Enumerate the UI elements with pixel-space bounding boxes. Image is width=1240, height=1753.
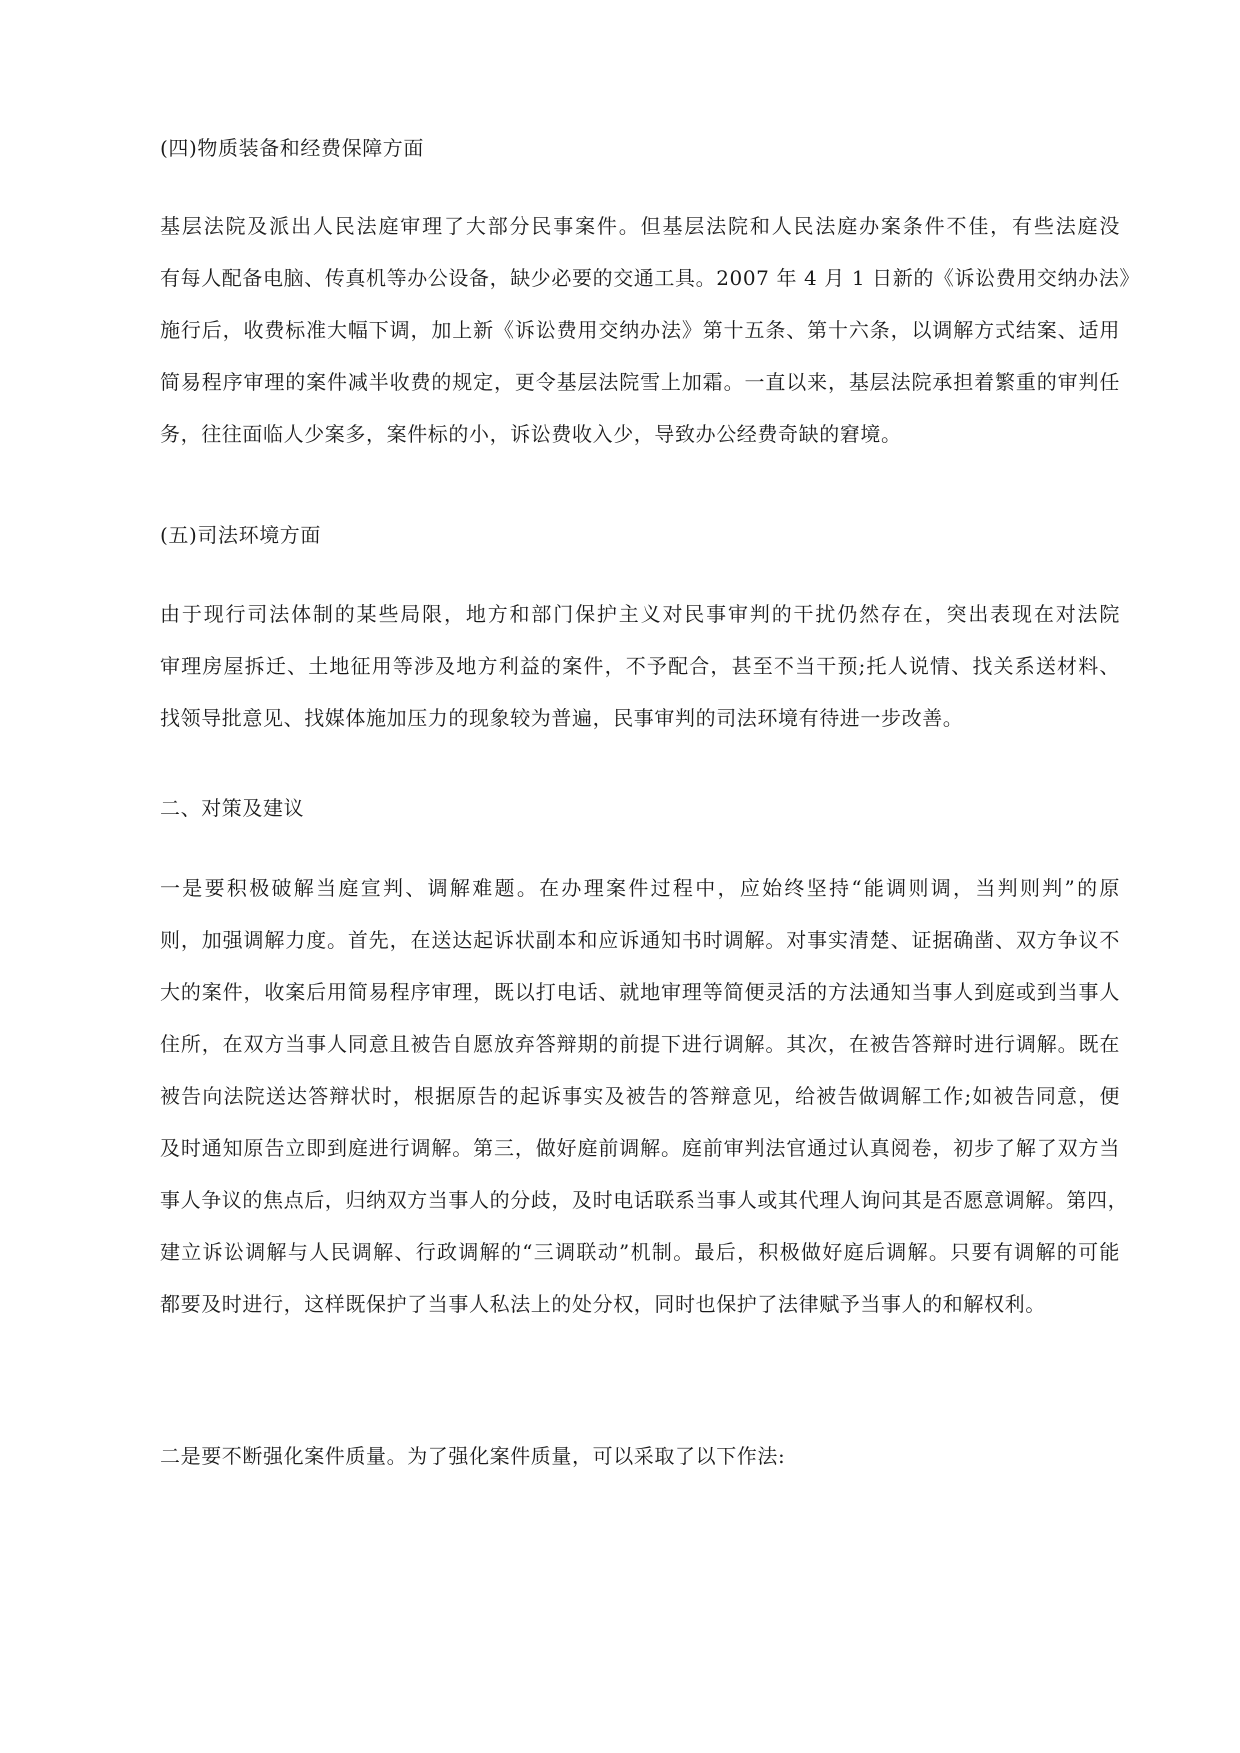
paragraph-line: 则，加强调解力度。首先，在送达起诉状副本和应诉通知书时调解。对事实清楚、证据确凿、双方争议不 — [160, 928, 1120, 952]
paragraph-mediation — [160, 862, 1129, 1330]
paragraph-line: 被告向法院送达答辩状时，根据原告的起诉事实及被告的答辩意见，给被告做调解工作;如被告同意，便 — [160, 1084, 1120, 1108]
paragraph-material-funding — [160, 200, 1140, 460]
section-heading-judicial-environment: (五)司法环境方面 — [160, 523, 322, 547]
paragraph-judicial-environment — [160, 588, 1120, 744]
paragraph-line: 都要及时进行，这样既保护了当事人私法上的处分权，同时也保护了法律赋予当事人的和解权利。 — [160, 1292, 1046, 1316]
paragraph-line: 有每人配备电脑、传真机等办公设备，缺少必要的交通工具。2007 年 4 月 1 日新的《诉讼费用交纳办法》 — [160, 266, 1140, 290]
paragraph-line: 简易程序审理的案件减半收费的规定，更令基层法院雪上加霜。一直以来，基层法院承担着繁重的审判任 — [160, 370, 1120, 394]
paragraph-case-quality — [160, 1430, 1120, 1482]
section-heading-countermeasures: 二、对策及建议 — [160, 796, 305, 820]
paragraph-line: 住所，在双方当事人同意且被告自愿放弃答辩期的前提下进行调解。其次，在被告答辩时进行调解。既在 — [160, 1032, 1120, 1056]
paragraph-line: 基层法院及派出人民法庭审理了大部分民事案件。但基层法院和人民法庭办案条件不佳，有些法庭没 — [160, 214, 1120, 238]
paragraph-line: 务，往往面临人少案多，案件标的小，诉讼费收入少，导致办公经费奇缺的窘境。 — [160, 422, 902, 446]
section-heading-material-funding: (四)物质装备和经费保障方面 — [160, 136, 425, 160]
paragraph-line: 事人争议的焦点后，归纳双方当事人的分歧，及时电话联系当事人或其代理人询问其是否愿意调解。第四， — [160, 1188, 1129, 1212]
paragraph-line: 及时通知原告立即到庭进行调解。第三，做好庭前调解。庭前审判法官通过认真阅卷，初步了解了双方当 — [160, 1136, 1120, 1160]
paragraph-line: 找领导批意见、找媒体施加压力的现象较为普遍，民事审判的司法环境有待进一步改善。 — [160, 706, 964, 730]
paragraph-line: 大的案件，收案后用简易程序审理，既以打电话、就地审理等简便灵活的方法通知当事人到庭或到当事人 — [160, 980, 1120, 1004]
paragraph-line: 审理房屋拆迁、土地征用等涉及地方利益的案件，不予配合，甚至不当干预;托人说情、找关系送材料、 — [160, 654, 1120, 678]
paragraph-line: 二是要不断强化案件质量。为了强化案件质量，可以采取了以下作法: — [160, 1444, 786, 1468]
paragraph-line: 施行后，收费标准大幅下调，加上新《诉讼费用交纳办法》第十五条、第十六条，以调解方式结案、适用 — [160, 318, 1120, 342]
paragraph-line: 由于现行司法体制的某些局限，地方和部门保护主义对民事审判的干扰仍然存在，突出表现在对法院 — [160, 602, 1120, 626]
paragraph-line: 建立诉讼调解与人民调解、行政调解的“三调联动”机制。最后，积极做好庭后调解。只要有调解的可能 — [160, 1240, 1120, 1264]
paragraph-line: 一是要积极破解当庭宣判、调解难题。在办理案件过程中，应始终坚持“能调则调，当判则判”的原 — [160, 876, 1120, 900]
